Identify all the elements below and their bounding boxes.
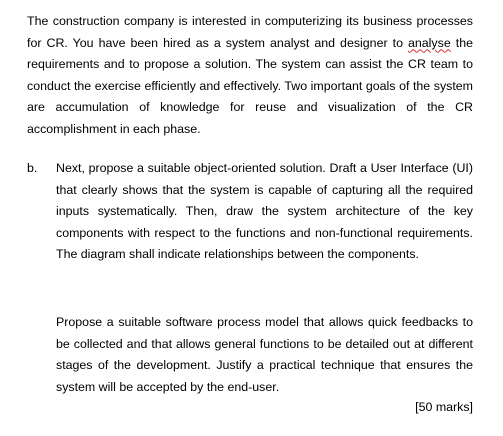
marks-label: [50 marks] [415, 400, 473, 414]
intro-text-after: the requirements and to propose a solution. The system can assist the CR team to conduct the exercise efficiently and effectively. Two important goals of the system are accumulation of knowledge for reuse and visualization of the CR accomplishment in each phase. [27, 35, 473, 136]
intro-paragraph [27, 11, 473, 140]
intro-text-before: The construction company is interested in computerizing its business processes for CR. You have been hired as a system analyst and designer to [27, 14, 473, 50]
list-item-label: b. [27, 161, 38, 175]
item-b-paragraph-1: Next, propose a suitable object-oriented solution. Draft a User Interface (UI) that clearly shows that the system is capable of capturing all the required inputs systematically. Then, draw the system architecture of the key components with respect to the functions and non-functional requirements. The diagram shall indicate relationships between the components. [56, 161, 473, 261]
misspelled-word: analyse [408, 35, 451, 50]
item-b-paragraph-2: Propose a suitable software process model that allows quick feedbacks to be collected and that allows general functions to be detailed out at different stages of the development. Justify a practical technique that ensures the system will be accepted by the end-user. [56, 315, 473, 394]
